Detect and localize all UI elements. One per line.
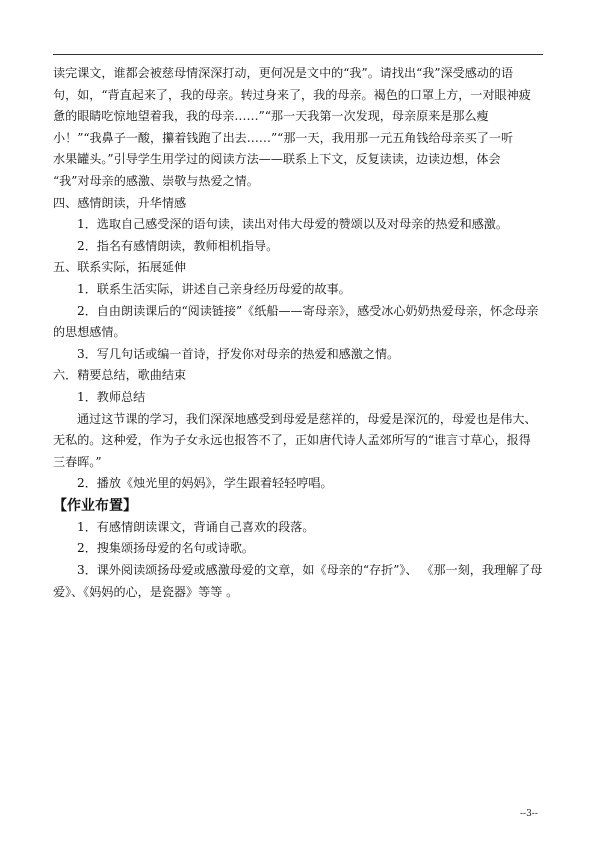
paragraph-line: 三春晖。” [53, 454, 102, 469]
paragraph-line: 小！”“我鼻子一酸，攥着钱跑了出去……”“那一天，我用那一元五角钱给母亲买了一听 [53, 130, 514, 145]
paragraph-line: “我”对母亲的感激、崇敬与热爱之情。 [53, 173, 259, 188]
header-rule [53, 54, 543, 55]
list-item: 1．教师总结 [77, 389, 146, 404]
list-item-continuation: 爱》、《妈妈的心，是瓷器》等等 。 [53, 584, 239, 599]
paragraph-line: 水果罐头。”引导学生用学过的阅读方法——联系上下文，反复读读，边读边想，体会 [53, 152, 501, 167]
page-number: --3-- [520, 809, 538, 819]
list-item: 2．指名有感情朗读，教师相机指导。 [77, 238, 279, 253]
section-heading-6: 六．精要总结，歌曲结束 [53, 368, 187, 383]
paragraph-line: 读完课文，谁都会被慈母情深深打动，更何况是文中的“我”。请找出“我”深受感动的语 [53, 66, 514, 80]
paragraph-line: 无私的。这种爱，作为子女永远也报答不了，正如唐代诗人孟郊所写的“谁言寸草心，报得 [53, 433, 531, 448]
document-body [53, 63, 543, 603]
list-item: 3．课外阅读颂扬母爱或感激母爱的文章，如《母亲的“存折”》、 《那一刻，我理解了母 [77, 563, 543, 578]
paragraph-line: 惫的眼睛吃惊地望着我，我的母亲……”“那一天我第一次发现，母亲原来是那么瘦 [53, 109, 489, 124]
section-heading-4: 四、感情朗读，升华情感 [53, 195, 187, 210]
list-item: 2．自由朗读课后的“阅读链接”《纸船——寄母亲》，感受冰心奶奶热爱母亲，怀念母亲 [77, 303, 539, 318]
paragraph-line: 通过这节课的学习，我们深深地感受到母爱是慈祥的，母爱是深沉的，母爱也是伟大、 [77, 411, 537, 426]
list-item: 1．联系生活实际，讲述自己亲身经历母爱的故事。 [77, 281, 351, 296]
list-item: 2．播放《烛光里的妈妈》，学生跟着轻轻哼唱。 [77, 476, 333, 491]
paragraph-line: 句，如，“背直起来了，我的母亲。转过身来了，我的母亲。褐色的口罩上方，一对眼神疲 [53, 87, 531, 102]
list-item: 2．搜集颂扬母爱的名句或诗歌。 [77, 541, 255, 556]
list-item: 1．选取自己感受深的语句读，读出对伟大母爱的赞颂以及对母亲的热爱和感激。 [77, 217, 508, 232]
list-item: 1．有感情朗读课文，背诵自己喜欢的段落。 [77, 519, 315, 534]
list-item: 3．写几句话或编一首诗，抒发你对母亲的热爱和感激之情。 [77, 346, 400, 361]
homework-heading: 【作业布置】 [53, 497, 137, 514]
list-item-continuation: 的思想感情。 [53, 325, 126, 340]
section-heading-5: 五、联系实际，拓展延伸 [53, 260, 187, 275]
